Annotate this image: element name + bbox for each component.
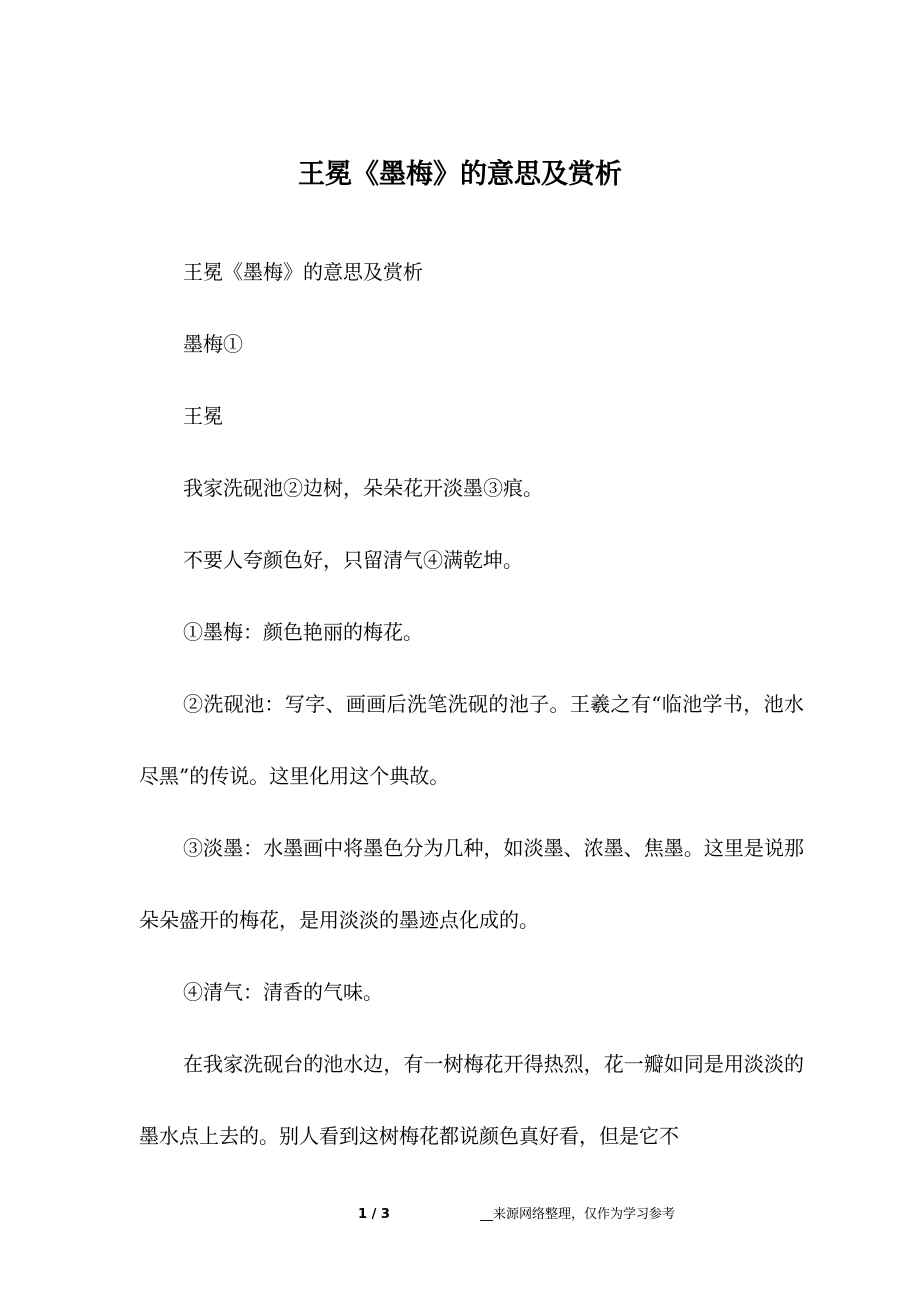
paragraph-poem-line-2: 不要人夸颜色好，只留清气④满乾坤。: [183, 548, 523, 572]
paragraph-note-4: ④清气：清香的气味。: [183, 980, 383, 1004]
paragraph-subtitle: 王冕《墨梅》的意思及赏析: [183, 260, 423, 284]
paragraph-poem-line-1: 我家洗砚池②边树，朵朵花开淡墨③痕。: [183, 476, 543, 500]
paragraph-note-3: ③淡墨：水墨画中将墨色分为几种，如淡墨、浓墨、焦墨。这里是说那朵朵盛开的梅花，是用淡淡的墨迹点化成的。: [139, 836, 804, 932]
paragraph-poem-author: 王冕: [183, 404, 223, 428]
paragraph-translation: 在我家洗砚台的池水边，有一树梅花开得热烈，花一瓣如同是用淡淡的墨水点上去的。别人看到这树梅花都说颜色真好看，但是它不: [139, 1052, 804, 1148]
paragraph-note-1: ①墨梅：颜色艳丽的梅花。: [183, 620, 423, 644]
document-body: [139, 254, 804, 1190]
page-footer: [0, 1205, 920, 1229]
page-number: 1 / 3: [358, 1207, 390, 1222]
source-note: __来源网络整理，仅作为学习参考: [480, 1207, 676, 1222]
document-title: 王冕《墨梅》的意思及赏析: [298, 159, 622, 190]
paragraph-poem-title: 墨梅①: [183, 332, 243, 356]
paragraph-note-2: ②洗砚池：写字、画画后洗笔洗砚的池子。王羲之有“临池学书，池水尽黑”的传说。这里化用这个典故。: [139, 692, 804, 788]
